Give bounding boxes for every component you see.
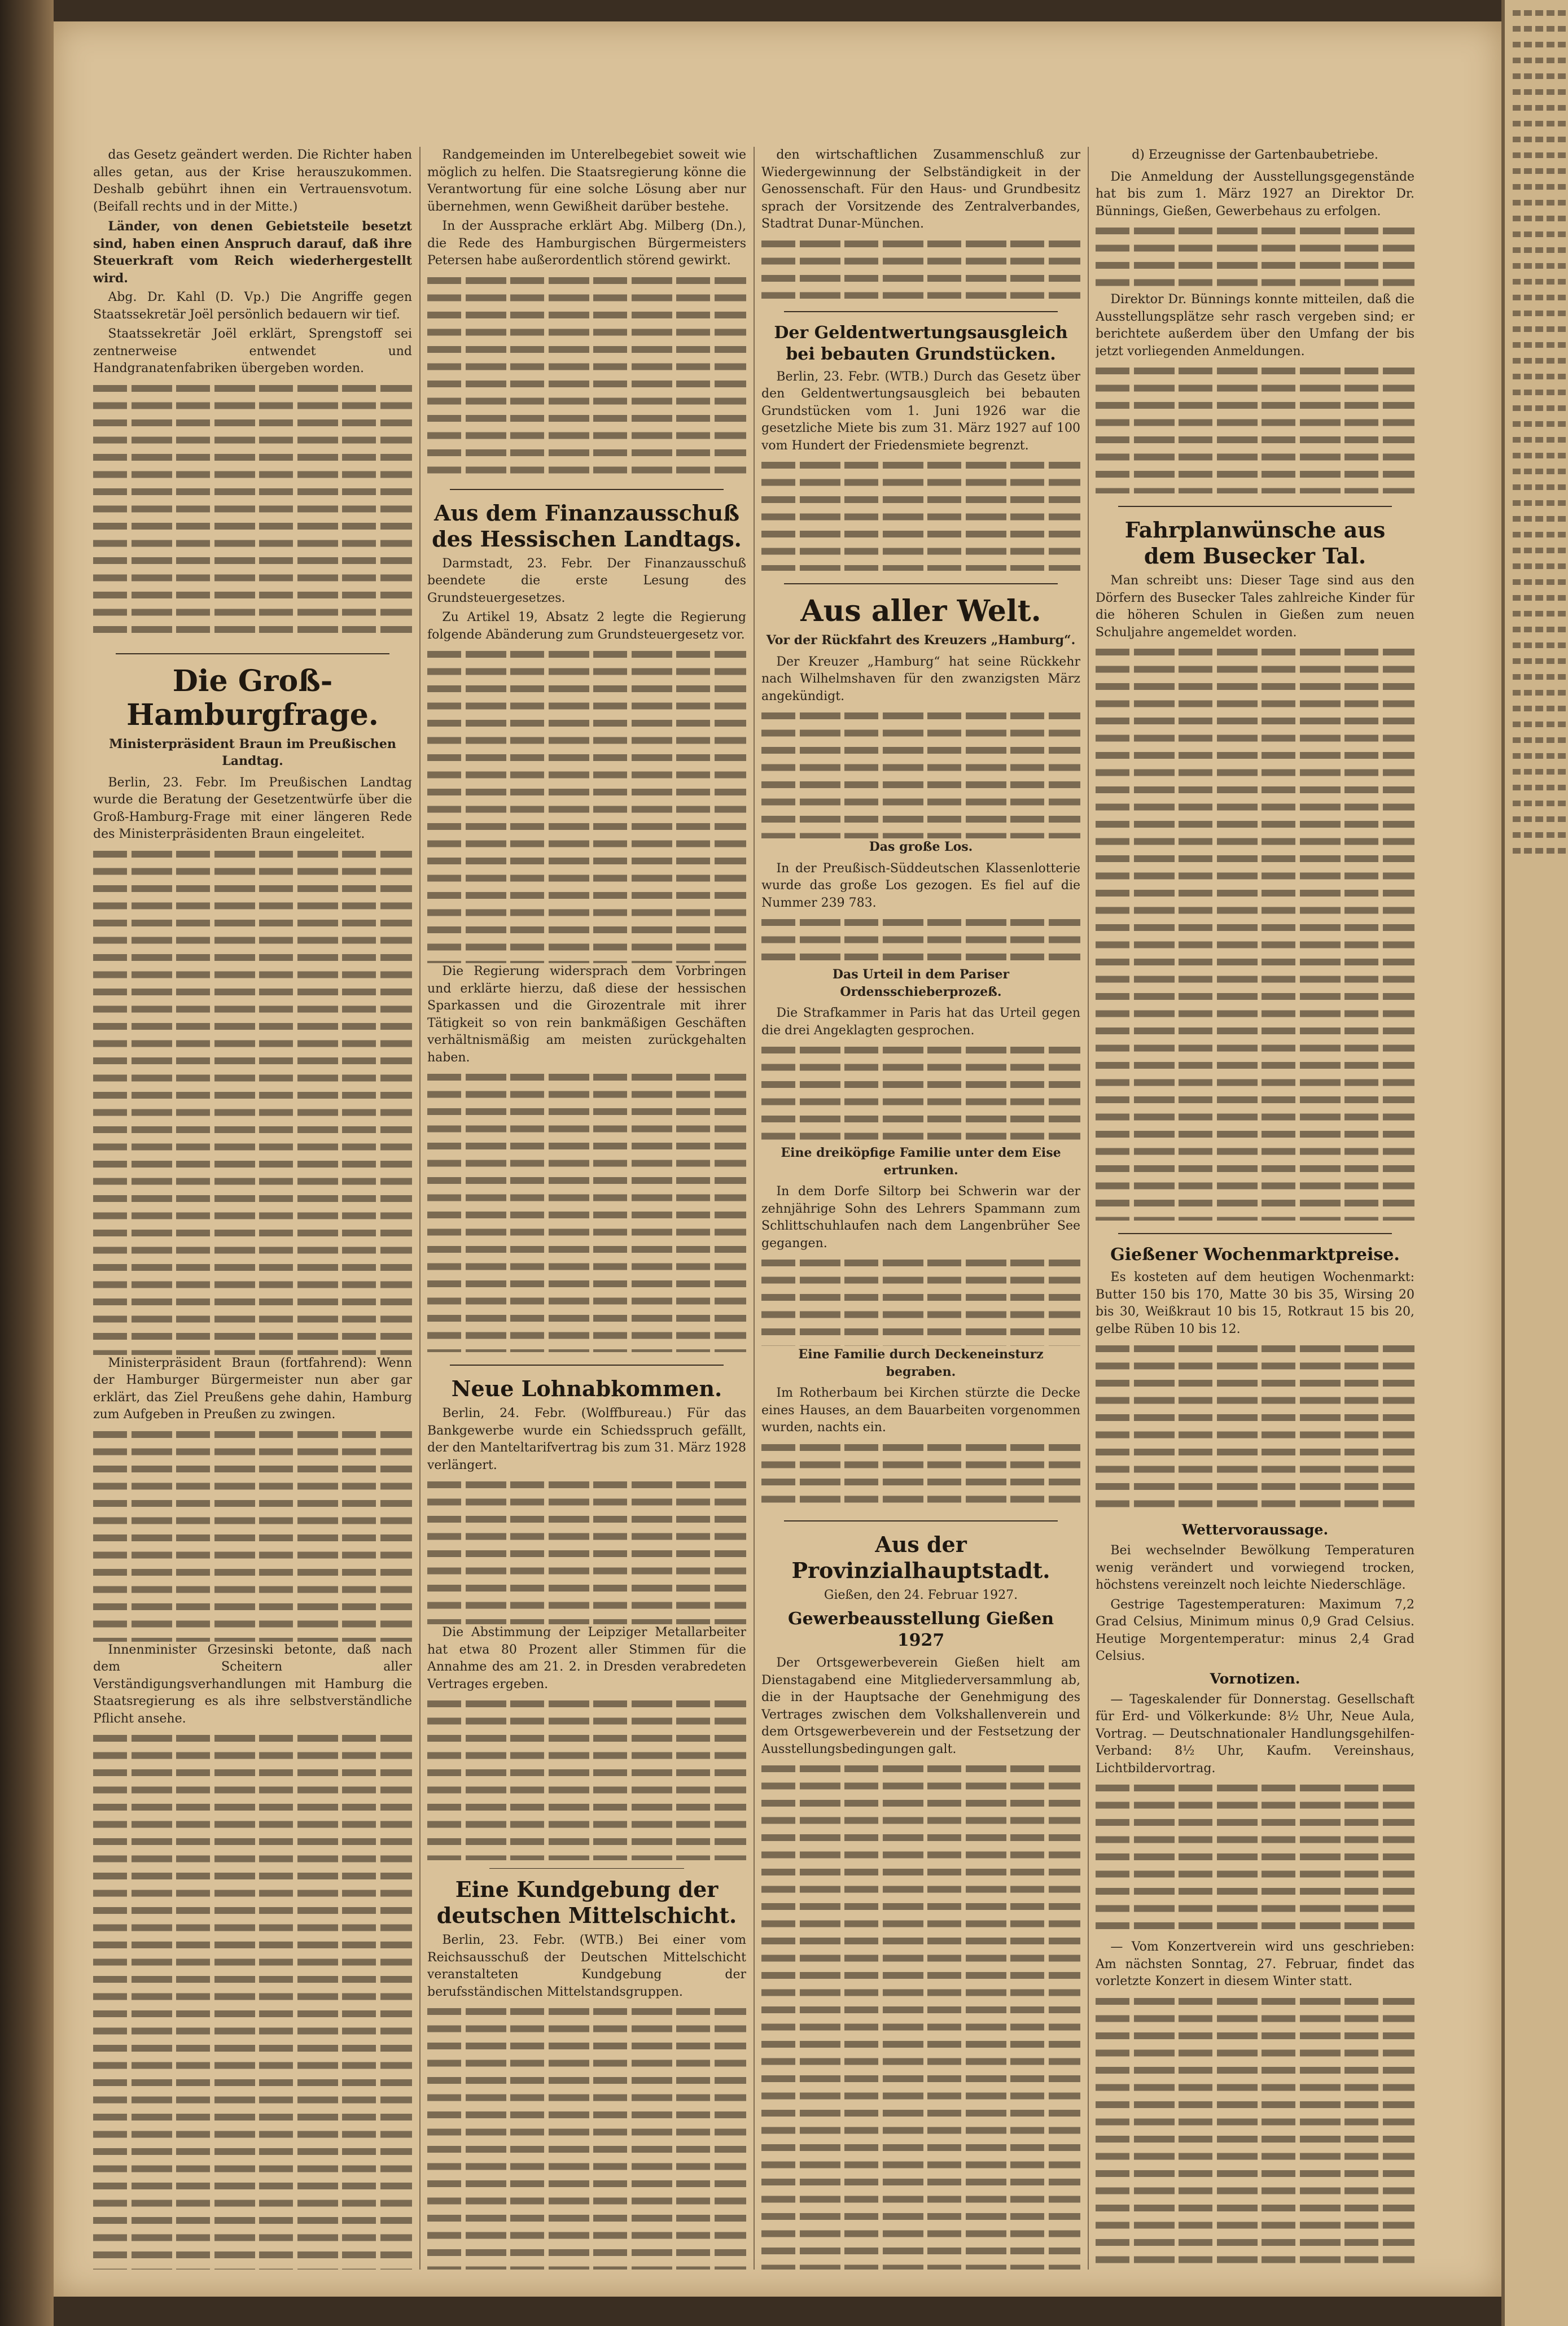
headline: Gewerbeausstellung Gießen 1927 [787,1609,1054,1650]
text-block [427,1070,746,1352]
subheadline: Eine Familie durch Deckeneinsturz begraben. [798,1347,1044,1379]
article-text: Direktor Dr. Bünnings konnte mitteilen, daß die Ausstellungsplätze sehr rasch vergeben sind; er berichtete außerdem über den Umfang der bis jetzt vorliegenden Anmeldungen. [1096,292,1414,358]
headline: Fahrplanwünsche aus dem Busecker Tal. [1124,517,1386,569]
book-binding [0,0,54,2326]
headline: Eine Kundgebung der deutschen Mittelschicht. [436,1877,737,1928]
headline: Die Groß-Hamburgfrage. [126,663,379,732]
divider [784,583,1058,584]
subheadline: Vor der Rückfahrt des Kreuzers „Hamburg“. [766,633,1076,648]
text-block [1096,1341,1414,1516]
text-block [93,381,412,641]
headline: Aus dem Finanzausschuß des Hessischen Landtags. [432,500,742,552]
article-text: Ministerpräsident Braun (fortfahrend): Wenn der Hamburger Bürgermeister nun aber gar erklärt, das Ziel Preußens gehe dahin, Hamburg zum Aufgeben in Preußen zu zwingen. [93,1356,412,1422]
article-text: Innenminister Grzesinski betonte, daß nach dem Scheitern aller Verständigungsverhandlungen mit Hamburg die Staatsregierung es als ihre selbstverständliche Pflicht ansehe. [93,1642,412,1726]
article-text: Abg. Dr. Kahl (D. Vp.) Die Angriffe gegen Staatssekretär Joël persönlich bedauern wir tief. [93,290,412,322]
article-text: Staatssekretär Joël erklärt, Sprengstoff sei zentnerweise entwendet und Handgranatenfabriken übergeben worden. [93,327,412,375]
divider [489,1868,684,1869]
article-text: Die Anmeldung der Ausstellungsgegenstände hat bis zum 1. März 1927 an Direktor Dr. Bünnings, Gießen, Gewerbehaus zu erfolgen. [1096,169,1414,218]
text-block [761,1043,1080,1144]
article-text: Bei wechselnder Bewölkung Temperaturen wenig verändert und vorwiegend trocken, höchstens vereinzelt noch leichte Niederschläge. [1096,1544,1414,1592]
article-text: In dem Dorfe Siltorp bei Schwerin war der zehnjährige Sohn des Lehrers Spammann zum Schlittschuhlaufen nach dem Langenbrüher See gegangen. [761,1184,1080,1251]
article-text: — Vom Konzertverein wird uns geschrieben: Am nächsten Sonntag, 27. Februar, findet das vorletzte Konzert in diesem Winter statt. [1096,1940,1414,1988]
text-block [1096,224,1414,291]
text-block [427,1477,746,1624]
text-block [93,1427,412,1642]
list-item: d) Erzeugnisse der Gartenbaubetriebe. [1132,148,1378,162]
article-text: Im Rotherbaum bei Kirchen stürzte die Decke eines Hauses, an dem Bauarbeiten vorgenommen wurden, nachts ein. [761,1386,1080,1435]
divider [450,1365,724,1366]
article-text: Man schreibt uns: Dieser Tage sind aus den Dörfern des Busecker Tales zahlreiche Kinder für die höheren Schulen in Gießen zum neuen Schuljahre angemeldet worden. [1096,574,1414,640]
article-text: Es kosteten auf dem heutigen Wochenmarkt: Butter 150 bis 170, Matte 30 bis 35, Wirsing 20 bis 30, Weißkraut 10 bis 15, Rotkraut 15 bis 20, gelbe Rüben 10 bis 12. [1096,1270,1414,1336]
divider [450,489,724,490]
article-text: Berlin, 23. Febr. Im Preußischen Landtag wurde die Beratung der Gesetzentwürfe über die Groß-Hamburg-Frage mit einer längeren Rede des Ministerpräsidenten Braun eingeleitet. [93,775,412,841]
headline: Aus aller Welt. [800,594,1041,628]
text-block [93,847,412,1355]
column-rule [419,147,421,2270]
article-text: In der Aussprache erklärt Abg. Milberg (Dn.), die Rede des Hamburgischen Bürgermeisters Petersen habe außerordentlich störend gewirkt. [427,219,746,268]
article-text: — Tageskalender für Donnerstag. Gesellschaft für Erd- und Völkerkunde: 8½ Uhr, Neue Aula, Vortrag. — Deutschnationaler Handlungsgehilfen-Verband: 8½ Uhr, Kaufm. Vereinshaus, Lichtbildervortrag. [1096,1692,1414,1776]
article-text: Berlin, 23. Febr. (WTB.) Durch das Gesetz über den Geldentwertungsausgleich bei bebauten Grundstücken vom 1. Juni 1926 war die gesetzliche Miete bis zum 31. März 1927 auf 100 vom Hundert der Friedensmiete begrenzt. [761,369,1080,453]
text-block [93,1731,412,2270]
article-text: Darmstadt, 23. Febr. Der Finanzausschuß beendete die erste Lesung des Grundsteuergesetzes. [427,556,746,605]
subheadline: Das große Los. [869,840,973,854]
text-block [427,2004,746,2270]
text-block [761,237,1080,299]
text-block [761,1761,1080,2270]
article-text: Der Kreuzer „Hamburg“ hat seine Rückkehr nach Wilhelmshaven für den zwanzigsten März angekündigt. [761,654,1080,703]
column-2 [427,147,746,2270]
adjacent-page-edge [1501,0,1568,2326]
headline: Gießener Wochenmarktpreise. [1110,1245,1400,1265]
dateline: Gießen, den 24. Februar 1927. [824,1588,1018,1602]
text-block [427,273,746,476]
text-block [1096,1994,1414,2270]
text-block [761,915,1080,966]
divider [1118,506,1392,507]
divider [784,1520,1058,1521]
headline: Aus der Provinzialhauptstadt. [791,1531,1050,1583]
article-text: Die Abstimmung der Leipziger Metallarbeiter hat etwa 80 Prozent aller Stimmen für die Annahme des am 21. 2. in Dresden verabredeten Vertrages ergeben. [427,1625,746,1691]
column-rule [1088,147,1089,2270]
article-text: Randgemeinden im Unterelbegebiet soweit wie möglich zu helfen. Die Staatsregierung könne die Verantwortung für eine solche Lösung aber nur übernehmen, wenn Gewißheit darüber bestehe. [427,148,746,214]
article-text: In der Preußisch-Süddeutschen Klassenlotterie wurde das große Los gezogen. Es fiel auf die Nummer 239 783. [761,861,1080,910]
newspaper-page [54,21,1501,2297]
article-text: Gestrige Tagestemperaturen: Maximum 7,2 Grad Celsius, Minimum minus 0,9 Grad Celsius. Heutige Morgentemperatur: minus 2,4 Grad Celsius. [1096,1597,1414,1663]
text-block [1096,1781,1414,1939]
article-text: Die Regierung widersprach dem Vorbringen und erklärte hierzu, daß diese der hessischen Sparkassen und die Girozentrale mit ihrer Tätigkeit so von rein bankmäßigen Geschäften verhältnismäßig am meisten zurückgehalten haben. [427,964,746,1065]
column-4 [1096,147,1414,2270]
article-text: das Gesetz geändert werden. Die Richter haben alles getan, aus der Krise herauszukommen. Deshalb gebührt ihnen ein Vertrauensvotum. (Beifall rechts und in der Mitte.) [93,148,412,214]
divider [784,311,1058,312]
text-block [1096,364,1414,493]
article-text: Länder, von denen Gebietsteile besetzt sind, haben einen Anspruch darauf, daß ihre Steuerkraft vom Reich wiederhergestellt wird. [93,219,412,286]
divider [1118,1233,1392,1234]
article-text: Berlin, 23. Febr. (WTB.) Bei einer vom Reichsausschuß der Deutschen Mittelschicht veranstalteten Kundgebung der berufsständischen Mittelstandsgruppen. [427,1933,746,1999]
text-block [1096,645,1414,1221]
column-1 [93,147,412,2270]
article-text: Zu Artikel 19, Absatz 2 legte die Regierung folgende Abänderung zum Grundsteuergesetz vor. [427,610,746,642]
article-text: Die Strafkammer in Paris hat das Urteil gegen die drei Angeklagten gesprochen. [761,1006,1080,1038]
text-block [761,1256,1080,1346]
text-block [761,709,1080,838]
column-3 [761,147,1080,2270]
headline: Vornotizen. [1210,1670,1300,1687]
text-block [427,1697,746,1860]
column-rule [754,147,755,2270]
article-text: den wirtschaftlichen Zusammenschluß zur Wiedergewinnung der Selbständigkeit in der Genossenschaft. Für den Haus- und Grundbesitz sprach der Vorsitzende des Zentralverbandes, Stadtrat Dunar-München. [761,148,1080,231]
headline: Der Geldentwertungsausgleich bei bebauten Grundstücken. [774,322,1068,364]
headline: Neue Lohnabkommen. [451,1376,722,1401]
article-text: Berlin, 24. Febr. (Wolffbureau.) Für das Bankgewerbe wurde ein Schiedsspruch gefällt, der den Manteltarifvertrag bis zum 31. März 1928 verlängert. [427,1406,746,1472]
headline: Wettervoraussage. [1181,1521,1329,1538]
subheadline: Ministerpräsident Braun im Preußischen Landtag. [109,736,396,768]
text-block [761,1440,1080,1508]
subheadline: Das Urteil in dem Pariser Ordensschieberprozeß. [832,967,1010,999]
text-block [761,458,1080,571]
text-block [427,647,746,963]
divider [116,653,389,654]
subheadline: Eine dreiköpfige Familie unter dem Eise ertrunken. [781,1145,1061,1178]
article-text: Der Ortsgewerbeverein Gießen hielt am Dienstagabend eine Mitgliederversammlung ab, die in der Hauptsache der Genehmigung des Vertrages zwischen dem Volkshallenverein und dem Ortsgewerbeverein und der Festsetzung der Ausstellungsbedingungen galt. [761,1656,1080,1756]
